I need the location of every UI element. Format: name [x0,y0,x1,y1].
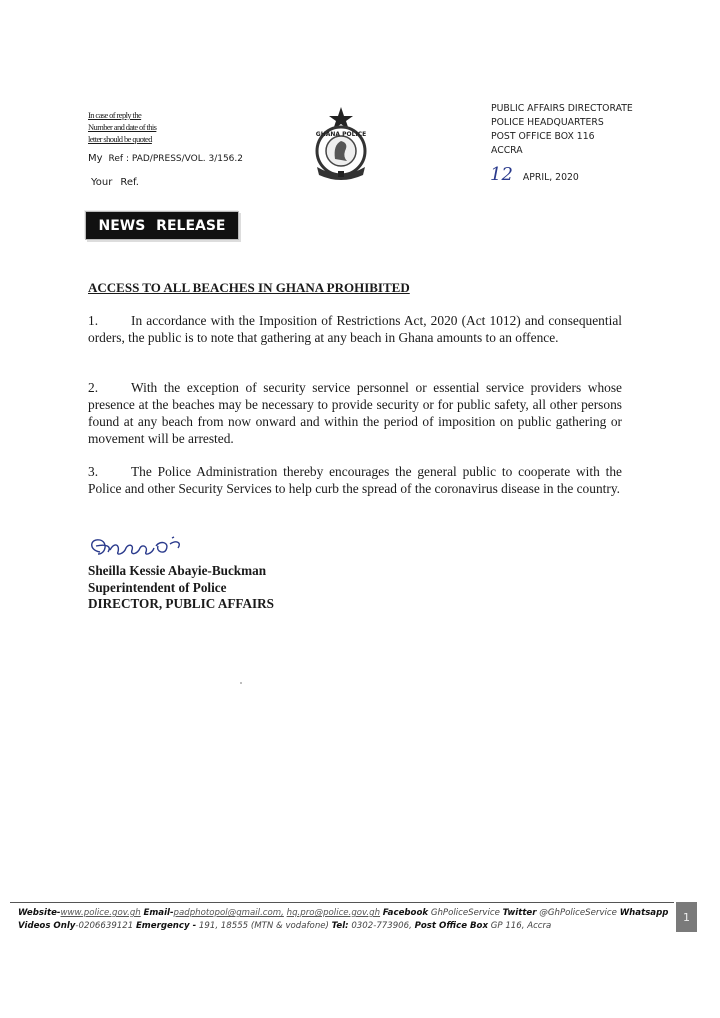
quote-note [88,109,156,145]
signatory-name: Sheilla Kessie Abayie-Buckman [88,563,267,578]
my-reference [88,153,243,164]
ghana-police-crest-icon [305,105,377,185]
my-ref-label: My [88,153,103,164]
paragraph-number: 3. [88,464,99,479]
my-ref-value: Ref : PAD/PRESS/VOL. 3/156.2 [108,154,243,164]
twitter-handle: @GhPoliceService [539,908,617,918]
signatory-rank: Superintendent of Police [88,579,227,595]
your-reference [91,177,139,188]
signatory-title: DIRECTOR, PUBLIC AFFAIRS [88,596,274,611]
address-line: POLICE HEADQUARTERS [491,117,604,128]
address-line: PUBLIC AFFAIRS DIRECTORATE [491,103,633,114]
paragraph-text: With the exception of security service personnel or essential service providers whose presence at the beaches may be necessary to provide security or for public safety, all other persons found at any beach from now onward and within the period of imposition on public gathering or movement will be arrested. [88,380,622,446]
page-number: 1 [676,902,697,932]
paragraph-text: The Police Administration thereby encourages the general public to cooperate with the Police and other Security Services to help curb the spread of the coronavirus disease in the country. [88,464,622,496]
paragraph [88,312,622,346]
headline: ACCESS TO ALL BEACHES IN GHANA PROHIBITED [88,280,410,295]
footer-line-2 [18,920,668,933]
quote-note-line: letter should be quoted [88,134,152,144]
videos-number: -0206639121 [75,920,134,931]
email-link-1[interactable]: padphotopol@gmail.com, [173,908,284,918]
email-label: Email- [143,908,174,918]
pobox-label: Post Office Box [414,920,489,931]
twitter-label: Twitter [502,908,537,918]
signatory-block [88,563,274,613]
emergency-label: Emergency - [135,920,197,931]
date-day-handwritten: 12 [490,164,513,185]
email-link-2[interactable]: hq.pro@police.gov.gh [286,908,381,918]
footer-divider [10,902,674,903]
news-release-badge: NEWS RELEASE [85,211,239,240]
website-link[interactable]: www.police.gov.gh [60,908,141,918]
tel-number: 0302-773906, [351,920,412,931]
paragraph-text: In accordance with the Imposition of Restrictions Act, 2020 (Act 1012) and consequential orders, the public is to note that gathering at any beach in Ghana amounts to an offence. [88,313,622,345]
address-line: ACCRA [491,145,523,156]
facebook-label: Facebook [382,908,429,918]
footer-line-1 [18,907,668,920]
your-ref-value: Ref. [120,177,139,188]
pobox-value: GP 116, Accra [490,920,552,931]
handwritten-signature [86,532,196,564]
paragraph [88,379,622,447]
emergency-numbers: 191, 18555 (MTN & vodafone) [198,920,329,931]
website-label: Website- [18,908,61,918]
speck [240,682,242,684]
quote-note-line: In case of reply the [88,110,142,120]
quote-note-line: Number and date of this [88,122,157,132]
address-block [491,102,633,158]
whatsapp-label: Whatsapp [619,908,669,918]
paragraph-number: 1. [88,313,99,328]
facebook-handle: GhPoliceService [430,908,500,918]
videos-label: Videos Only [18,920,76,931]
footer-contacts [18,907,668,932]
address-line: POST OFFICE BOX 116 [491,131,595,142]
crest-text: GHANA POLICE [315,131,367,138]
date [490,164,579,185]
your-ref-label: Your [91,177,113,188]
paragraph-number: 2. [88,380,99,395]
paragraph [88,463,622,497]
date-month-year: APRIL, 2020 [522,172,579,183]
tel-label: Tel: [331,920,349,931]
